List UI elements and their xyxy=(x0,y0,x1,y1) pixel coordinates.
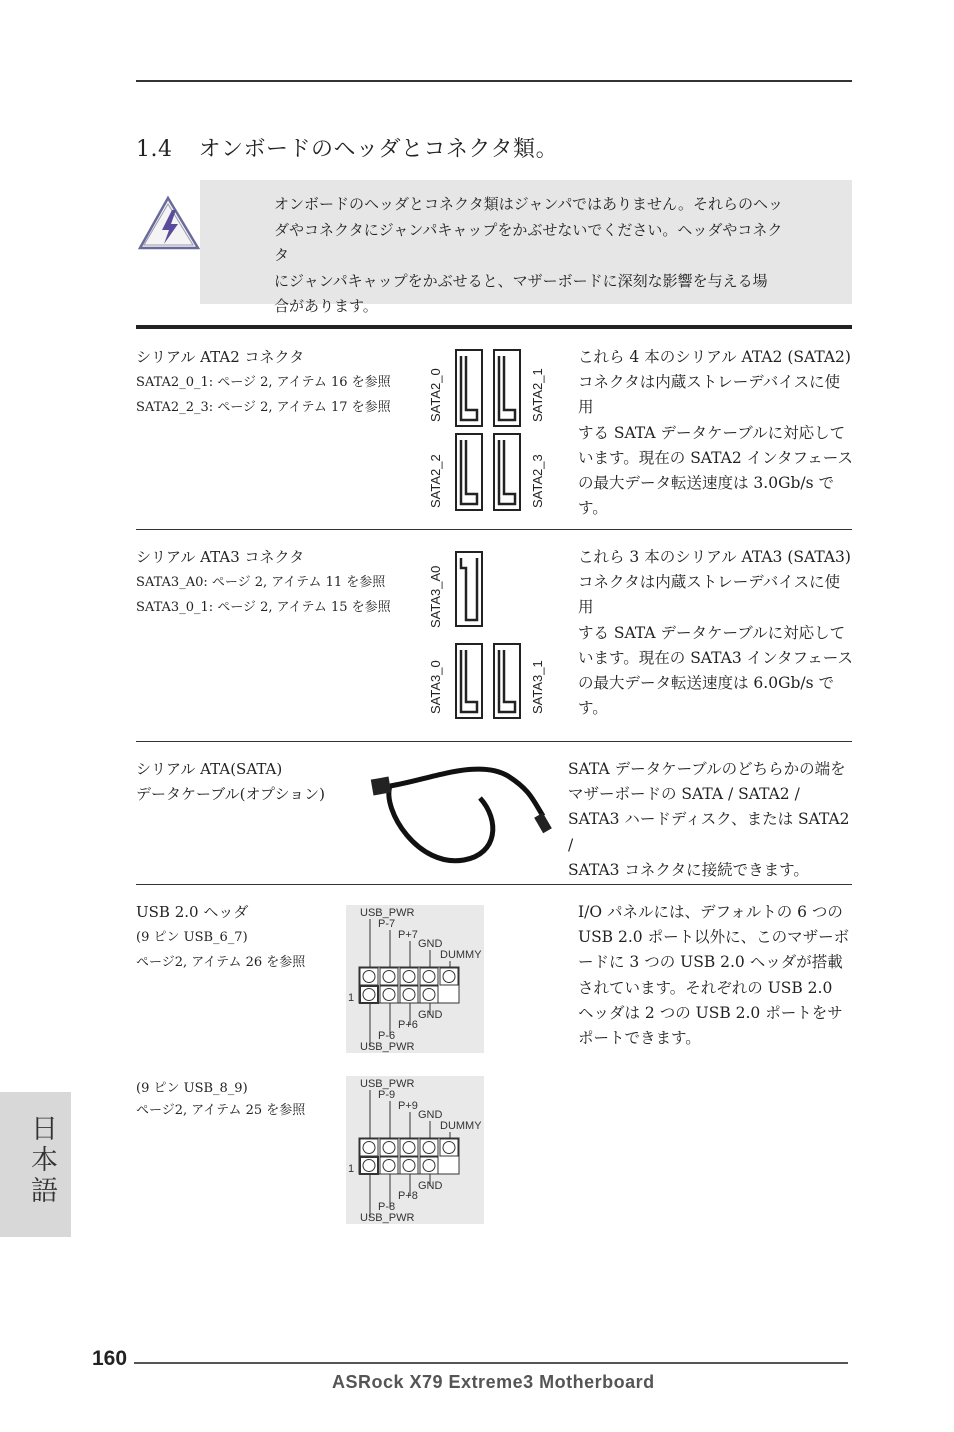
sata2-ref: SATA2_0_1: ページ 2, アイテム 16 を参照 xyxy=(136,375,391,390)
desc-line: する SATA データケーブルに対応して xyxy=(578,423,846,442)
sata2-1-label: SATA2_1 xyxy=(530,368,545,422)
sata2-0-label: SATA2_0 xyxy=(428,368,443,422)
desc-line: これら 3 本のシリアル ATA3 (SATA3) xyxy=(578,548,851,566)
sata3-labels xyxy=(136,545,391,620)
sata3-connector-diagram xyxy=(452,550,524,722)
desc-line: す。 xyxy=(578,499,608,518)
sata2-ref: SATA2_2_3: ページ 2, アイテム 17 を参照 xyxy=(136,400,391,415)
desc-line: SATA3 コネクタに接続できます。 xyxy=(568,860,809,879)
desc-line: います。現在の SATA2 インタフェース xyxy=(578,448,853,467)
desc-line: ポートできます。 xyxy=(578,1029,701,1048)
sata3-a0-label: SATA3_A0 xyxy=(428,565,443,628)
warning-line: オンボードのヘッダとコネクタ類はジャンパではありません。それらのヘッ xyxy=(274,195,783,213)
usb-header1-diagram xyxy=(346,905,484,1053)
cable-description xyxy=(568,757,858,883)
pin-label: GND xyxy=(418,1009,443,1021)
warning-icon xyxy=(138,194,202,252)
usb-title: USB 2.0 ヘッダ xyxy=(136,903,249,921)
cable-labels xyxy=(136,757,325,807)
usb-labels xyxy=(136,900,305,975)
cable-title: シリアル ATA(SATA) xyxy=(136,760,283,778)
page-number: 160 xyxy=(92,1347,128,1370)
pin-label: GND xyxy=(418,1109,443,1121)
footer-title: ASRock X79 Extreme3 Motherboard xyxy=(332,1372,655,1392)
language-tab-label: 日本語 xyxy=(26,1114,57,1207)
warning-line: ダやコネクタにジャンパキャップをかぶせないでください。ヘッダやコネクタ xyxy=(274,220,783,264)
pin-label: P-6 xyxy=(378,1030,396,1042)
desc-line: コネクタは内蔵ストレーデバイスに使用 xyxy=(578,573,841,617)
desc-line: USB 2.0 ポート以外に、このマザーボ xyxy=(578,928,850,947)
section-heading: 1.4 オンボードのヘッダとコネクタ類。 xyxy=(136,137,559,162)
pin-label: USB_PWR xyxy=(360,1212,415,1224)
pin-label: P-9 xyxy=(378,1089,396,1101)
sata3-port xyxy=(456,644,482,718)
sata3-port xyxy=(456,552,482,626)
usb-header2-pins: (9 ピン USB_8_9) xyxy=(136,1081,248,1096)
usb-header1-ref: ページ2, アイテム 26 を参照 xyxy=(136,955,306,970)
usb-description xyxy=(578,900,853,1051)
desc-line: マザーボードの SATA / SATA2 / xyxy=(568,785,800,804)
pin-label: P+7 xyxy=(398,929,418,941)
pin-label: GND xyxy=(418,1180,443,1192)
usb-header1-pins: (9 ピン USB_6_7) xyxy=(136,930,248,945)
desc-line: コネクタは内蔵ストレーデバイスに使用 xyxy=(578,373,841,417)
desc-line: する SATA データケーブルに対応して xyxy=(578,623,846,642)
sata2-labels xyxy=(136,345,391,420)
pin-label: P-7 xyxy=(378,918,396,930)
top-rule xyxy=(136,80,852,82)
sata2-port xyxy=(456,434,482,510)
usb-header2-ref: ページ2, アイテム 25 を参照 xyxy=(136,1103,306,1118)
pin-label: DUMMY xyxy=(440,949,482,961)
pin-label: DUMMY xyxy=(440,1120,482,1132)
desc-line: SATA3 ハードディスク、または SATA2 / xyxy=(568,810,850,854)
warning-line: にジャンパキャップをかぶせると、マザーボードに深刻な影響を与える場 xyxy=(274,271,768,290)
warning-line: 合があります。 xyxy=(274,297,378,315)
desc-line: ードに 3 つの USB 2.0 ヘッダが搭載 xyxy=(578,953,843,972)
pin-label: GND xyxy=(418,938,443,950)
sata2-2-label: SATA2_2 xyxy=(428,454,443,508)
section-divider-thick xyxy=(136,325,852,329)
pin-label: P+8 xyxy=(398,1190,418,1202)
desc-line: SATA データケーブルのどちらかの端を xyxy=(568,760,846,778)
sata3-description xyxy=(578,545,853,721)
sata2-port xyxy=(494,434,520,510)
cable-title: データケーブル(オプション) xyxy=(136,785,326,803)
section-number: 1.4 xyxy=(136,137,173,162)
pin-label: P+6 xyxy=(398,1019,418,1031)
desc-line: されています。それぞれの USB 2.0 xyxy=(578,978,833,997)
section-divider xyxy=(136,884,852,885)
pin-label: P-8 xyxy=(378,1201,396,1213)
desc-line: これら 4 本のシリアル ATA2 (SATA2) xyxy=(578,348,851,366)
desc-line: I/O パネルには、デフォルトの 6 つの xyxy=(578,903,843,921)
footer-rule xyxy=(134,1362,848,1364)
desc-line: ヘッダは 2 つの USB 2.0 ポートをサ xyxy=(578,1003,843,1022)
pin-label: 1 xyxy=(348,1163,355,1175)
desc-line: す。 xyxy=(578,699,608,718)
sata3-ref: SATA3_A0: ページ 2, アイテム 11 を参照 xyxy=(136,575,386,590)
sata2-description xyxy=(578,345,853,521)
usb-header2-diagram xyxy=(346,1076,484,1224)
section-divider xyxy=(136,741,852,742)
desc-line: の最大データ転送速度は 6.0Gb/s で xyxy=(578,674,834,693)
sata2-title: シリアル ATA2 コネクタ xyxy=(136,348,305,366)
sata2-connector-diagram xyxy=(452,348,524,514)
pin-label: 1 xyxy=(348,992,355,1004)
sata2-port xyxy=(494,350,520,426)
pin-label: USB_PWR xyxy=(360,907,415,919)
section-divider xyxy=(136,529,852,530)
language-tab xyxy=(0,1092,71,1237)
pin-label: P+9 xyxy=(398,1100,418,1112)
desc-line: の最大データ転送速度は 3.0Gb/s で xyxy=(578,474,834,493)
sata3-0-label: SATA3_0 xyxy=(428,660,443,714)
sata3-1-label: SATA3_1 xyxy=(530,660,545,714)
sata3-port xyxy=(494,644,520,718)
sata3-ref: SATA3_0_1: ページ 2, アイテム 15 を参照 xyxy=(136,600,391,615)
usb-header2-labels xyxy=(136,1076,305,1123)
pin-label: USB_PWR xyxy=(360,1041,415,1053)
pin-label: USB_PWR xyxy=(360,1078,415,1090)
desc-line: います。現在の SATA3 インタフェース xyxy=(578,648,853,667)
sata3-title: シリアル ATA3 コネクタ xyxy=(136,548,305,566)
sata-cable-image xyxy=(368,760,558,872)
section-title: オンボードのヘッダとコネクタ類 xyxy=(198,137,536,162)
warning-text xyxy=(274,192,794,320)
sata2-3-label: SATA2_3 xyxy=(530,454,545,508)
sata2-port xyxy=(456,350,482,426)
